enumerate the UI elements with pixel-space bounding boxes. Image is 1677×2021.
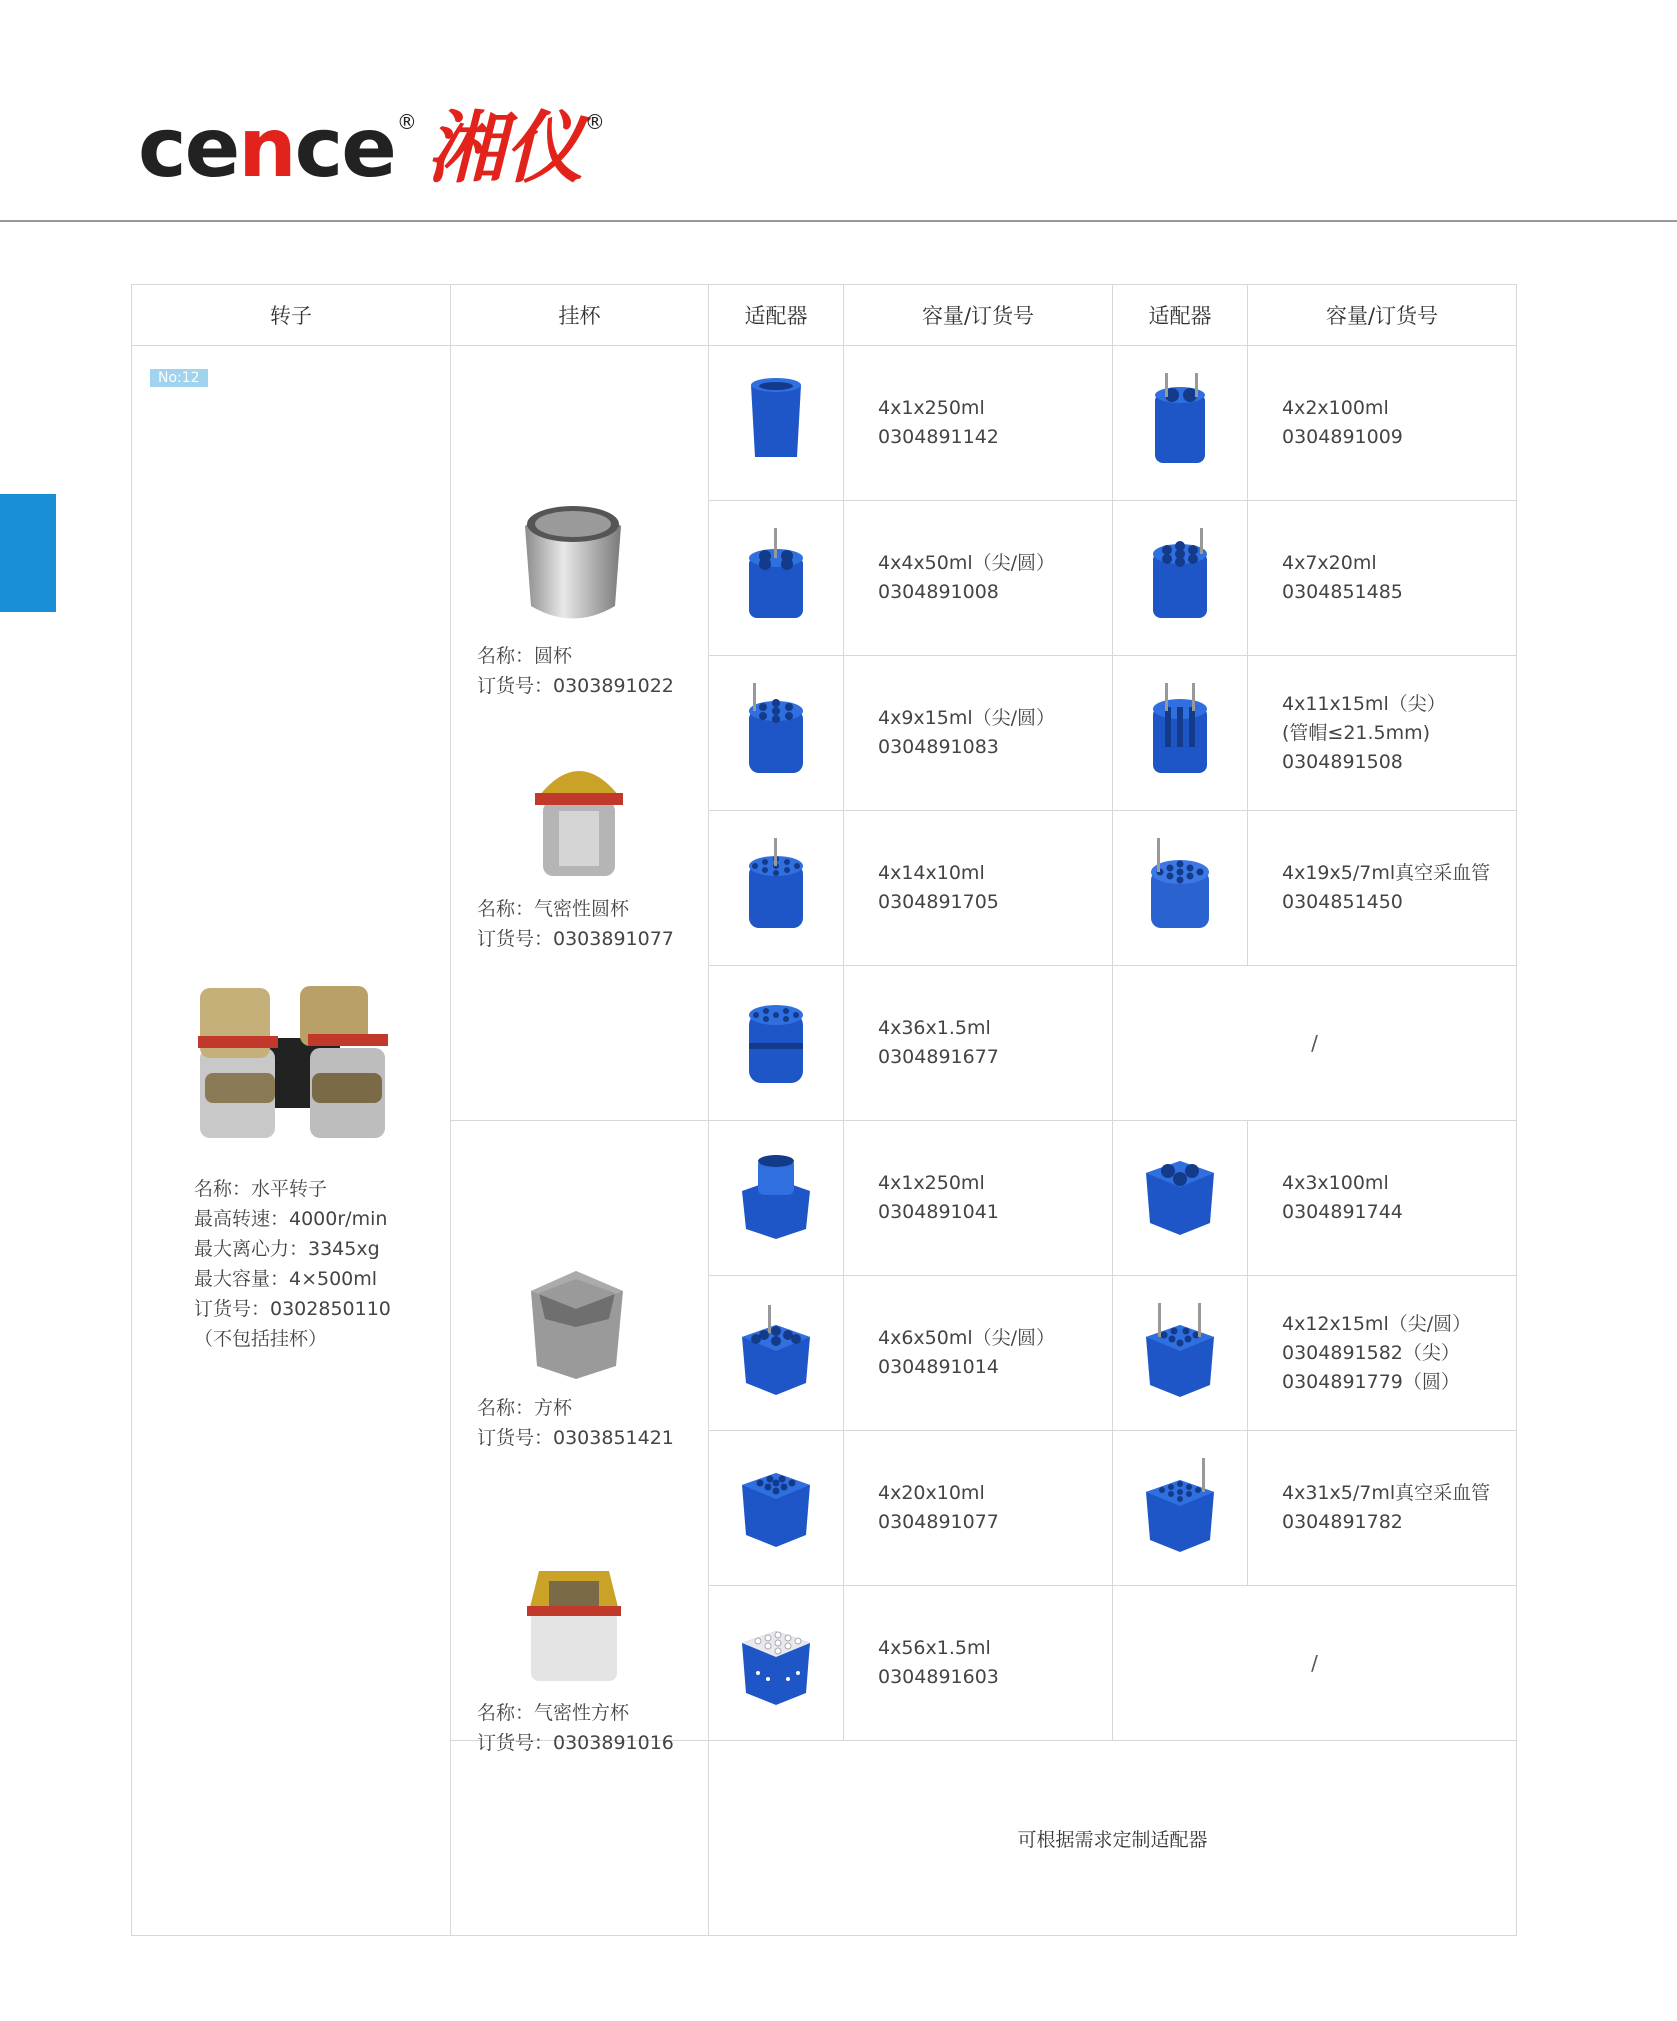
adapter-spec: [844, 1431, 1113, 1586]
brand-name-cn: 湘仪: [426, 103, 583, 194]
adapter-image: [709, 501, 844, 656]
table-header-row: [132, 285, 1517, 346]
airtight-square-cup-image: [519, 1556, 629, 1686]
capacity: 4x20x10ml: [878, 1482, 985, 1504]
capacity: 4x2x100ml: [1282, 397, 1389, 419]
adapter-spec: [844, 1121, 1113, 1276]
adapter-image: [1113, 811, 1248, 966]
header-rotor: 转子: [132, 285, 451, 346]
adapter-spec: [1248, 1121, 1517, 1276]
adapter-spec: [1248, 346, 1517, 501]
capacity: 4x6x50ml（尖/圆）: [878, 1327, 1056, 1349]
square-cup-name: 名称：方杯: [477, 1397, 573, 1419]
airtight-round-cup-name: 名称：气密性圆杯: [477, 898, 630, 920]
adapter-spec: [1248, 501, 1517, 656]
adapter-image: [1113, 1121, 1248, 1276]
adapter-image: [709, 1276, 844, 1431]
adapter-spec: [844, 1586, 1113, 1741]
square-cup-info: [477, 1393, 674, 1453]
empty-adapter-cell: /: [1113, 966, 1517, 1121]
order-number: 0304891705: [878, 891, 999, 913]
header-adapter-2: 适配器: [1113, 285, 1248, 346]
empty-cup-cell: [451, 1741, 709, 1936]
header-capacity: 容量/订货号: [844, 285, 1113, 346]
round-cup-order: 订货号：0303891022: [477, 675, 674, 697]
rotor-order-number: 订货号：0302850110: [194, 1298, 391, 1320]
adapter-spec: [1248, 811, 1517, 966]
airtight-square-cup-name: 名称：气密性方杯: [477, 1702, 630, 1724]
rotor-max-rcf: 最大离心力：3345xg: [194, 1238, 380, 1260]
adapter-spec: [844, 1276, 1113, 1431]
side-tab: [0, 494, 56, 612]
round-cups-cell: [451, 346, 709, 1121]
adapter-spec: [844, 346, 1113, 501]
capacity: 4x11x15ml（尖）: [1282, 692, 1446, 715]
adapter-spec: [1248, 1431, 1517, 1586]
rotor-info: [194, 1174, 391, 1354]
rotor-max-speed: 最高转速：4000r/min: [194, 1208, 388, 1230]
custom-adapter-note: 可根据需求定制适配器: [709, 1741, 1517, 1936]
order-number: 0304891014: [878, 1356, 999, 1378]
order-number: 0304851485: [1282, 581, 1403, 603]
round-cup-image: [519, 496, 627, 626]
header-divider: [0, 220, 1677, 222]
model-badge: No:12: [150, 369, 208, 387]
order-number: 0304891142: [878, 426, 999, 448]
square-cup-image: [521, 1261, 631, 1381]
rotor-note: （不包括挂杯）: [194, 1328, 328, 1350]
table-row: [132, 346, 1517, 501]
round-cup-name: 名称：圆杯: [477, 645, 573, 667]
adapter-spec: [844, 656, 1113, 811]
adapter-spec: [844, 501, 1113, 656]
rotor-max-capacity: 最大容量：4×500ml: [194, 1268, 378, 1290]
reg-mark-cn: ®: [584, 110, 605, 134]
adapter-spec: [1248, 656, 1517, 811]
order-number: 0304891782: [1282, 1511, 1403, 1533]
header-capacity-2: 容量/订货号: [1248, 285, 1517, 346]
order-number: 0304891008: [878, 581, 999, 603]
airtight-square-cup-info: [477, 1698, 674, 1758]
capacity: 4x14x10ml: [878, 862, 985, 884]
horizontal-rotor-image: [190, 978, 392, 1150]
airtight-square-cup-order: 订货号：0303891016: [477, 1732, 674, 1754]
round-cup-info: [477, 641, 674, 701]
adapter-spec: [844, 811, 1113, 966]
airtight-round-cup-order: 订货号：0303891077: [477, 928, 674, 950]
capacity: 4x56x1.5ml: [878, 1637, 991, 1659]
brand-name-en: cence: [138, 101, 395, 196]
adapter-image: [1113, 1431, 1248, 1586]
product-table: [131, 284, 1517, 1936]
adapter-spec: [1248, 1276, 1517, 1431]
order-number: 0304891677: [878, 1046, 999, 1068]
adapter-image: [1113, 346, 1248, 501]
adapter-image: [709, 1121, 844, 1276]
capacity: 4x3x100ml: [1282, 1172, 1389, 1194]
adapter-spec: [844, 966, 1113, 1121]
adapter-image: [709, 1431, 844, 1586]
capacity: 4x1x250ml: [878, 1172, 985, 1194]
order-number: 0304891508: [1282, 750, 1403, 773]
order-number: 0304891582（尖）: [1282, 1341, 1460, 1364]
capacity: 4x1x250ml: [878, 397, 985, 419]
order-number: 0304891744: [1282, 1201, 1403, 1223]
order-number: 0304891041: [878, 1201, 999, 1223]
rotor-cell: [132, 346, 451, 1936]
adapter-image: [709, 811, 844, 966]
header-adapter: 适配器: [709, 285, 844, 346]
capacity: 4x4x50ml（尖/圆）: [878, 552, 1056, 574]
capacity: 4x31x5/7ml真空采血管: [1282, 1482, 1491, 1504]
capacity: 4x12x15ml（尖/圆）: [1282, 1312, 1472, 1335]
airtight-round-cup-image: [529, 751, 629, 881]
adapter-image: [709, 1586, 844, 1741]
reg-mark: ®: [396, 110, 417, 134]
order-number: 0304891083: [878, 736, 999, 758]
brand-logo: [138, 101, 605, 196]
square-cups-cell: [451, 1121, 709, 1754]
capacity: 4x9x15ml（尖/圆）: [878, 707, 1056, 729]
adapter-image: [1113, 1276, 1248, 1431]
adapter-image: [709, 966, 844, 1121]
capacity: 4x36x1.5ml: [878, 1017, 991, 1039]
adapter-image: [1113, 501, 1248, 656]
order-number: 0304891077: [878, 1511, 999, 1533]
order-number: 0304851450: [1282, 891, 1403, 913]
adapter-image: [709, 346, 844, 501]
airtight-round-cup-info: [477, 894, 674, 954]
capacity: 4x19x5/7ml真空采血管: [1282, 862, 1491, 884]
rotor-name: 名称：水平转子: [194, 1178, 328, 1200]
empty-adapter-cell: /: [1113, 1586, 1517, 1741]
square-cup-order: 订货号：0303851421: [477, 1427, 674, 1449]
cap-note: (管帽≤21.5mm): [1282, 721, 1431, 744]
adapter-image: [1113, 656, 1248, 811]
capacity: 4x7x20ml: [1282, 552, 1377, 574]
order-number: 0304891603: [878, 1666, 999, 1688]
adapter-image: [709, 656, 844, 811]
order-number: 0304891009: [1282, 426, 1403, 448]
order-number-2: 0304891779（圆）: [1282, 1370, 1460, 1393]
header-cup: 挂杯: [451, 285, 709, 346]
